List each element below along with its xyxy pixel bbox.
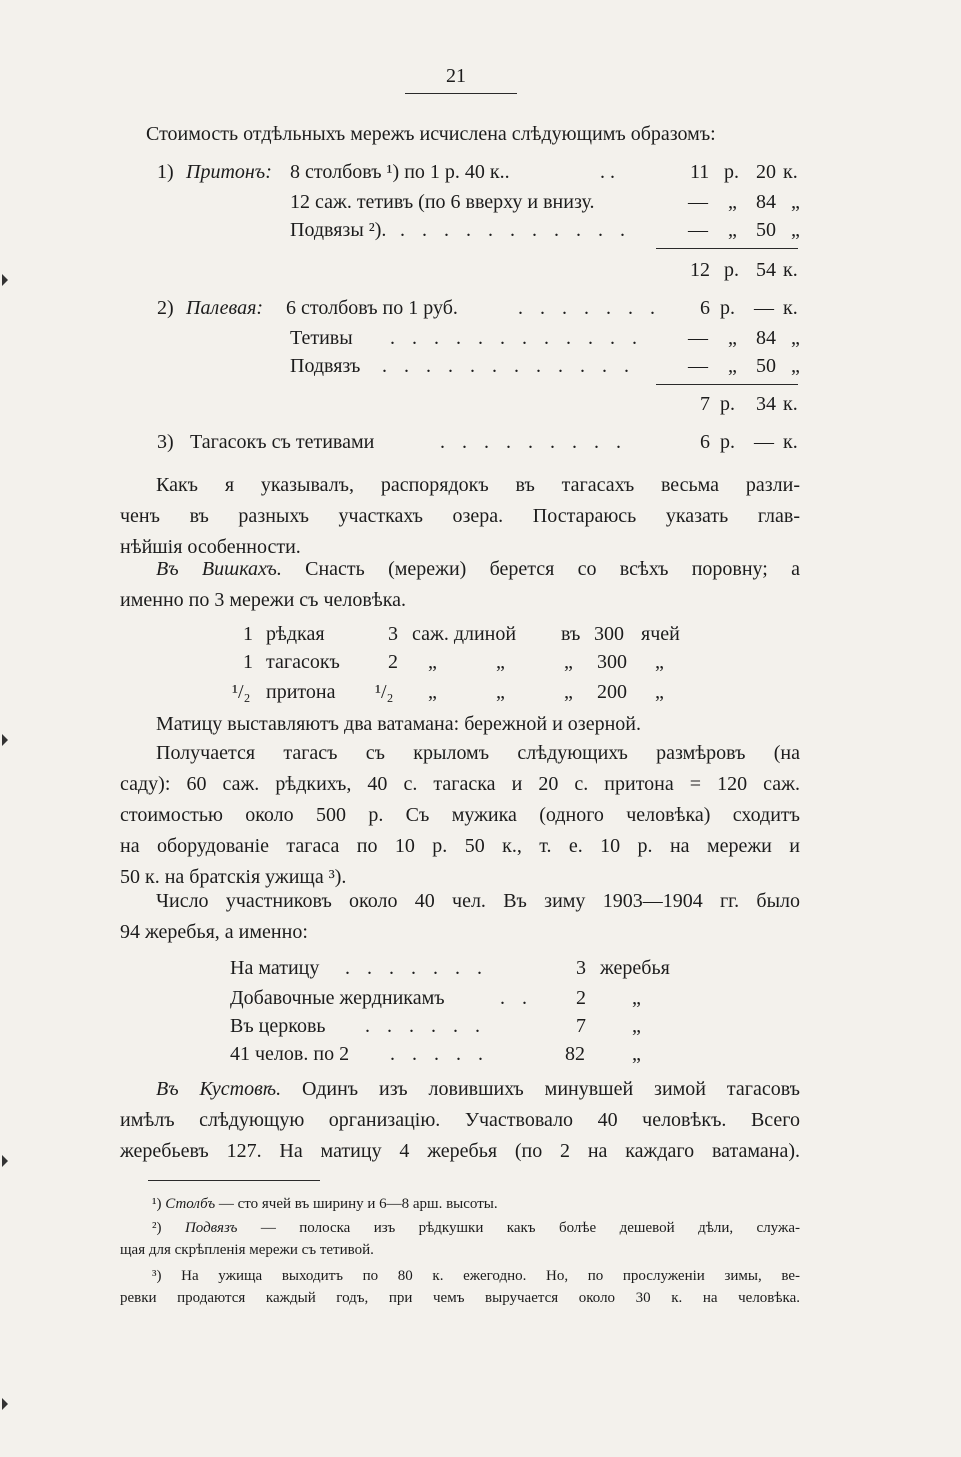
nets-len-3: ¹/₂ <box>375 681 394 703</box>
cost-line-7: Подвязъ <box>290 355 361 377</box>
total-kop-2: 34 <box>756 393 776 415</box>
cost-k-5: к. <box>783 297 798 319</box>
total-rub-2: 7 <box>700 393 710 415</box>
margin-mark <box>2 1398 8 1410</box>
page-number: 21 <box>446 65 466 87</box>
cost-rub-9: 6 <box>700 431 710 453</box>
paragraph-4-line: на оборудованіе тагаса по 10 р. 50 к., т. е. 10 р. на мережи и <box>120 835 800 857</box>
cost-line-3: Подвязы ²). <box>290 219 387 241</box>
nets-len-1: 3 <box>388 623 398 645</box>
paragraph-4-line: 50 к. на братскія ужища ³). <box>120 866 347 888</box>
footnote-separator <box>148 1180 320 1181</box>
lots-label-4: 41 челов. по 2 <box>230 1043 350 1065</box>
cost-kop-7: 50 <box>756 355 776 377</box>
nets-prep-2: „ <box>496 651 505 673</box>
cost-name-2: Палевая: <box>186 297 264 319</box>
cost-line-6: Тетивы <box>290 327 353 349</box>
nets-prep2-3: „ <box>564 681 573 703</box>
nets-cells-3: 200 <box>597 681 627 703</box>
paragraph-5-line: Число участниковъ около 40 чел. Въ зиму 1903—1904 гг. было <box>156 890 800 912</box>
footnote-1: ¹) Столбъ — сто ячей въ ширину и 6—8 арш. высоты. <box>152 1196 498 1212</box>
paragraph-1-line: ченъ въ разныхъ участкахъ озера. Постараюсь указать глав- <box>120 505 800 527</box>
cost-line-2: 12 саж. тетивъ (по 6 вверху и внизу. <box>290 191 595 213</box>
cost-num-1: 1) <box>157 161 174 183</box>
cost-leader-5: . . . . . . . <box>518 297 661 319</box>
paragraph-1 <box>120 470 800 563</box>
lots-unit-2: „ <box>632 987 641 1009</box>
cost-k-9: к. <box>783 431 798 453</box>
cost-kop-2: 84 <box>756 191 776 213</box>
footnote-2-line: ²) Подвязъ — полоска изъ рѣдкушки какъ болѣе дешевой дѣли, служа- <box>152 1220 801 1236</box>
cost-num-2: 2) <box>157 297 174 319</box>
page-number-rule <box>405 93 517 94</box>
paragraph-2 <box>120 554 800 616</box>
cost-name-1: Притонъ: <box>186 161 272 183</box>
paragraph-6-line: Въ Кустовѣ. Одинъ изъ ловившихъ минувшей зимой тагасовъ <box>156 1078 800 1100</box>
cost-leader-1: . . <box>600 161 615 183</box>
cost-rub-1: 11 <box>690 161 710 183</box>
footnote-3-line: ³) На ужища выходитъ по 80 к. ежегодно. Но, по прослуженіи зимы, ве- <box>152 1268 801 1284</box>
margin-mark <box>2 734 8 746</box>
cost-rub-2: — <box>688 191 708 213</box>
margin-mark <box>2 274 8 286</box>
footnote-2-line: щая для скрѣпленія мережи съ тетивой. <box>120 1242 374 1258</box>
paragraph-4-line: Получается тагасъ съ крыломъ слѣдующихъ размѣровъ (на <box>156 742 800 764</box>
lots-count-1: 3 <box>576 957 586 979</box>
lots-label-1: На матицу <box>230 957 320 979</box>
cost-leader-3: . . . . . . . . . . . <box>400 219 631 241</box>
paragraph-4-line: саду): 60 саж. рѣдкихъ, 40 с. тагаска и 20 с. притона = 120 саж. <box>120 773 800 795</box>
subtotal-rule-2 <box>656 384 798 385</box>
lots-count-3: 7 <box>576 1015 586 1037</box>
footnote-term: Столбъ <box>165 1196 216 1212</box>
cost-line-9: Тагасокъ съ тетивами <box>190 431 375 453</box>
cost-r-5: р. <box>720 297 735 319</box>
cost-k-6: „ <box>791 327 800 349</box>
total-r-2: р. <box>720 393 735 415</box>
place-kustov: Въ Кустовѣ. <box>156 1078 282 1100</box>
nets-cells-2: 300 <box>597 651 627 673</box>
total-k-2: к. <box>783 393 798 415</box>
footnote-3-line: ревки продаются каждый годъ, при чемъ выручается около 30 к. на человѣка. <box>120 1290 800 1306</box>
paragraph-6 <box>120 1074 800 1167</box>
lots-leader-4: . . . . . <box>390 1043 489 1065</box>
margin-mark <box>2 1155 8 1167</box>
nets-qty-1: 1 <box>243 623 253 645</box>
footnote-term: Подвязъ <box>184 1220 238 1236</box>
cost-leader-9: . . . . . . . . . <box>440 431 627 453</box>
nets-unit-1: саж. длиной <box>412 623 517 645</box>
nets-prep-3: „ <box>496 681 505 703</box>
cost-kop-3: 50 <box>756 219 776 241</box>
lots-leader-2: . . <box>500 987 533 1009</box>
lots-count-4: 82 <box>565 1043 585 1065</box>
intro-line: Стоимость отдѣльныхъ мережъ исчислена слѣдующимъ образомъ: <box>146 123 716 145</box>
paragraph-6-line: жеребьевъ 127. На матицу 4 жеребья (по 2 на каждаго ватамана). <box>120 1140 800 1162</box>
cost-r-7: „ <box>728 355 737 377</box>
nets-qty-2: 1 <box>243 651 253 673</box>
place-vishki: Въ Вишкахъ. <box>156 558 282 580</box>
cost-kop-5: — <box>754 297 774 319</box>
paragraph-2-line: Въ Вишкахъ. Снасть (мережи) берется со всѣхъ поровну; а <box>156 558 801 580</box>
cost-k-1: к. <box>783 161 798 183</box>
cost-kop-9: — <box>754 431 774 453</box>
lots-unit-4: „ <box>632 1043 641 1065</box>
lots-leader-1: . . . . . . . <box>345 957 488 979</box>
cost-k-7: „ <box>791 355 800 377</box>
cost-r-1: р. <box>724 161 739 183</box>
nets-type-2: тагасокъ <box>266 651 340 673</box>
subtotal-rule-1 <box>656 248 798 249</box>
cost-rub-7: — <box>688 355 708 377</box>
lots-unit-3: „ <box>632 1015 641 1037</box>
cost-line-1: 8 столбовъ ¹) по 1 р. 40 к.. <box>290 161 510 183</box>
nets-word-3: „ <box>655 681 664 703</box>
total-kop-1: 54 <box>756 259 776 281</box>
cost-rub-5: 6 <box>700 297 710 319</box>
nets-type-1: рѣдкая <box>266 623 325 645</box>
paragraph-3: Матицу выставляютъ два ватамана: бережной и озерной. <box>156 713 641 735</box>
cost-num-3: 3) <box>157 431 174 453</box>
cost-r-2: „ <box>728 191 737 213</box>
lots-leader-3: . . . . . . <box>365 1015 486 1037</box>
footnote-2 <box>120 1218 800 1260</box>
cost-k-3: „ <box>791 219 800 241</box>
total-rub-1: 12 <box>690 259 710 281</box>
nets-cells-1: 300 <box>594 623 624 645</box>
nets-len-2: 2 <box>388 651 398 673</box>
paragraph-6-line: имѣлъ слѣдующую организацію. Участвовало 40 человѣкъ. Всего <box>120 1109 800 1131</box>
cost-kop-6: 84 <box>756 327 776 349</box>
paragraph-1-line: нѣйшія особенности. <box>120 536 301 558</box>
cost-r-9: р. <box>720 431 735 453</box>
paragraph-4-line: стоимостью около 500 р. Съ мужика (одного человѣка) сходитъ <box>120 804 800 826</box>
cost-leader-7: . . . . . . . . . . . . <box>382 355 635 377</box>
lots-label-3: Въ церковь <box>230 1015 326 1037</box>
cost-k-2: „ <box>791 191 800 213</box>
paragraph-2-line: именно по 3 мережи съ человѣка. <box>120 589 407 611</box>
cost-leader-6: . . . . . . . . . . . . <box>390 327 643 349</box>
cost-kop-1: 20 <box>756 161 776 183</box>
nets-word-2: „ <box>655 651 664 673</box>
nets-unit-2: „ <box>428 651 437 673</box>
cost-rub-6: — <box>688 327 708 349</box>
lots-label-2: Добавочные жердникамъ <box>230 987 445 1009</box>
lots-unit-1: жеребья <box>600 957 670 979</box>
nets-type-3: притона <box>266 681 336 703</box>
nets-prep-1: въ <box>561 623 581 645</box>
cost-line-5: 6 столбовъ по 1 руб. <box>286 297 458 319</box>
nets-word-1: ячей <box>641 623 680 645</box>
nets-prep2-2: „ <box>564 651 573 673</box>
nets-qty-3: ¹/₂ <box>232 681 251 703</box>
lots-count-2: 2 <box>576 987 586 1009</box>
paragraph-5-line: 94 жеребья, а именно: <box>120 921 308 943</box>
total-k-1: к. <box>783 259 798 281</box>
footnote-3 <box>120 1266 800 1308</box>
paragraph-5 <box>120 886 800 948</box>
cost-r-6: „ <box>728 327 737 349</box>
total-r-1: р. <box>724 259 739 281</box>
paragraph-1-line: Какъ я указывалъ, распорядокъ въ тагасахъ весьма разли- <box>156 474 800 496</box>
cost-r-3: „ <box>728 219 737 241</box>
paragraph-4 <box>120 738 800 893</box>
cost-rub-3: — <box>688 219 708 241</box>
nets-unit-3: „ <box>428 681 437 703</box>
